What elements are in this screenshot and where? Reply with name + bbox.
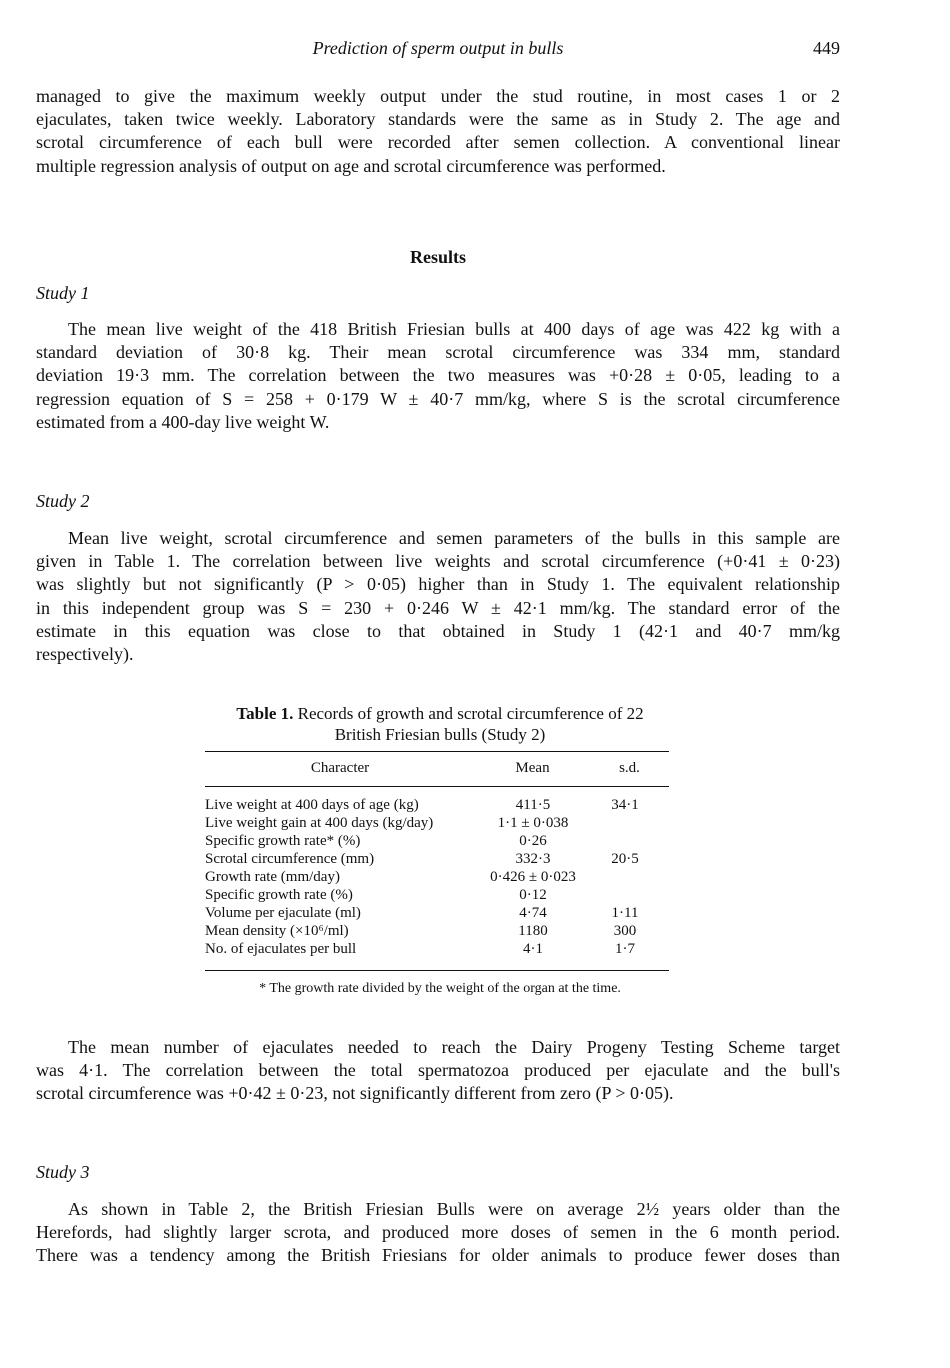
cell-mean: 0·12 <box>519 887 547 903</box>
cell-character: Live weight at 400 days of age (kg) <box>205 797 419 813</box>
results-heading: Results <box>409 247 466 267</box>
table-row <box>205 815 669 833</box>
cell-sd: 1·11 <box>611 905 639 921</box>
text-line: standard deviation of 30·8 kg. Their mean scrotal circumference was 334 mm, standard <box>36 342 840 363</box>
table-row <box>205 833 669 851</box>
cell-character: Volume per ejaculate (ml) <box>205 905 361 921</box>
text-line: deviation 19·3 mm. The correlation between the two measures was +0·28 ± 0·05, leading to a <box>36 365 840 386</box>
table-top-rule <box>205 751 669 752</box>
table1 <box>205 751 669 975</box>
text-line: ejaculates, taken twice weekly. Laboratory standards were the same as in Study 2. The age and <box>36 109 840 130</box>
cell-character: No. of ejaculates per bull <box>205 941 357 957</box>
study1-heading: Study 1 <box>36 283 90 303</box>
text-line: was slightly but not significantly (P > 0·05) higher than in Study 1. The equivalent relationship <box>36 574 840 595</box>
cell-character: Mean density (×10⁶/ml) <box>205 923 349 939</box>
cell-mean: 4·1 <box>523 941 543 957</box>
table-header-rule <box>205 786 669 787</box>
text-line: given in Table 1. The correlation between live weights and scrotal circumference (+0·41 ± 0·23) <box>36 551 840 572</box>
table-bottom-rule <box>205 970 669 971</box>
running-header <box>36 38 840 62</box>
cell-mean: 411·5 <box>515 797 551 813</box>
study2-continued-paragraph <box>36 1036 840 1106</box>
cell-sd: 34·1 <box>611 797 639 813</box>
text-line: respectively). <box>36 644 134 665</box>
cell-character: Specific growth rate (%) <box>205 887 353 903</box>
cell-mean: 332·3 <box>515 851 551 867</box>
page-number: 449 <box>813 38 840 58</box>
text-line: There was a tendency among the British Friesians for older animals to produce fewer doses than <box>36 1245 840 1266</box>
study3-heading: Study 3 <box>36 1162 90 1182</box>
cell-character: Growth rate (mm/day) <box>205 869 340 885</box>
text-line: The mean number of ejaculates needed to reach the Dairy Progeny Testing Scheme target <box>68 1037 840 1057</box>
cell-mean: 1·1 ± 0·038 <box>497 815 569 831</box>
cell-mean: 4·74 <box>519 905 547 921</box>
cell-mean: 1180 <box>518 923 548 939</box>
cell-mean: 0·26 <box>519 833 547 849</box>
cell-sd: 1·7 <box>615 941 635 957</box>
text-line: The mean live weight of the 418 British Friesian bulls at 400 days of age was 422 kg with a <box>68 319 840 339</box>
text-line: scrotal circumference of each bull were recorded after semen collection. A conventional linear <box>36 132 840 153</box>
text-line: regression equation of S = 258 + 0·179 W ± 40·7 mm/kg, where S is the scrotal circumference <box>36 388 840 409</box>
text-line: multiple regression analysis of output on age and scrotal circumference was performed. <box>36 155 666 176</box>
table1-footnote: * The growth rate divided by the weight of the organ at the time. <box>259 981 621 996</box>
study2-heading: Study 2 <box>36 491 90 511</box>
table-row <box>205 905 669 923</box>
header-character: Character <box>310 760 370 776</box>
table-row <box>205 869 669 887</box>
text-line: estimated from a 400-day live weight W. <box>36 411 330 432</box>
text-line: estimate in this equation was close to that obtained in Study 1 (42·1 and 40·7 mm/kg <box>36 620 840 641</box>
header-sd: s.d. <box>619 760 640 776</box>
table-row <box>205 797 669 815</box>
text-line: scrotal circumference was +0·42 ± 0·23, not significantly different from zero (P > 0·05). <box>36 1083 674 1104</box>
cell-sd: 20·5 <box>611 851 639 867</box>
intro-paragraph <box>36 85 840 178</box>
cell-mean: 0·426 ± 0·023 <box>490 869 576 885</box>
cell-character: Scrotal circumference (mm) <box>205 851 375 867</box>
table-row <box>205 851 669 869</box>
table-row <box>205 887 669 905</box>
cell-character: Specific growth rate* (%) <box>205 833 361 849</box>
table1-caption-line1: Records of growth and scrotal circumference of 22 <box>297 704 644 723</box>
table-header-row <box>205 760 669 780</box>
text-line: As shown in Table 2, the British Friesian Bulls were on average 2½ years older than the <box>68 1199 840 1219</box>
study3-paragraph <box>36 1198 840 1268</box>
text-line: Herefords, had slightly larger scrota, and produced more doses of semen in the 6 month period. <box>36 1222 840 1243</box>
cell-sd: 300 <box>613 923 637 939</box>
study1-paragraph <box>36 318 840 434</box>
study2-paragraph <box>36 527 840 666</box>
text-line: in this independent group was S = 230 + 0·246 W ± 42·1 mm/kg. The standard error of the <box>36 597 840 618</box>
running-title: Prediction of sperm output in bulls <box>312 38 564 58</box>
text-line: Mean live weight, scrotal circumference and semen parameters of the bulls in this sample are <box>68 528 840 548</box>
table-row <box>205 923 669 941</box>
cell-character: Live weight gain at 400 days (kg/day) <box>205 815 434 831</box>
text-line: was 4·1. The correlation between the total spermatozoa produced per ejaculate and the bull's <box>36 1060 840 1081</box>
table-row <box>205 941 669 959</box>
table1-caption-line2: British Friesian bulls (Study 2) <box>334 725 546 744</box>
table1-label: Table 1. <box>236 704 294 723</box>
table1-caption <box>208 703 672 745</box>
header-mean: Mean <box>515 760 550 776</box>
text-line: managed to give the maximum weekly output under the stud routine, in most cases 1 or 2 <box>36 86 840 106</box>
